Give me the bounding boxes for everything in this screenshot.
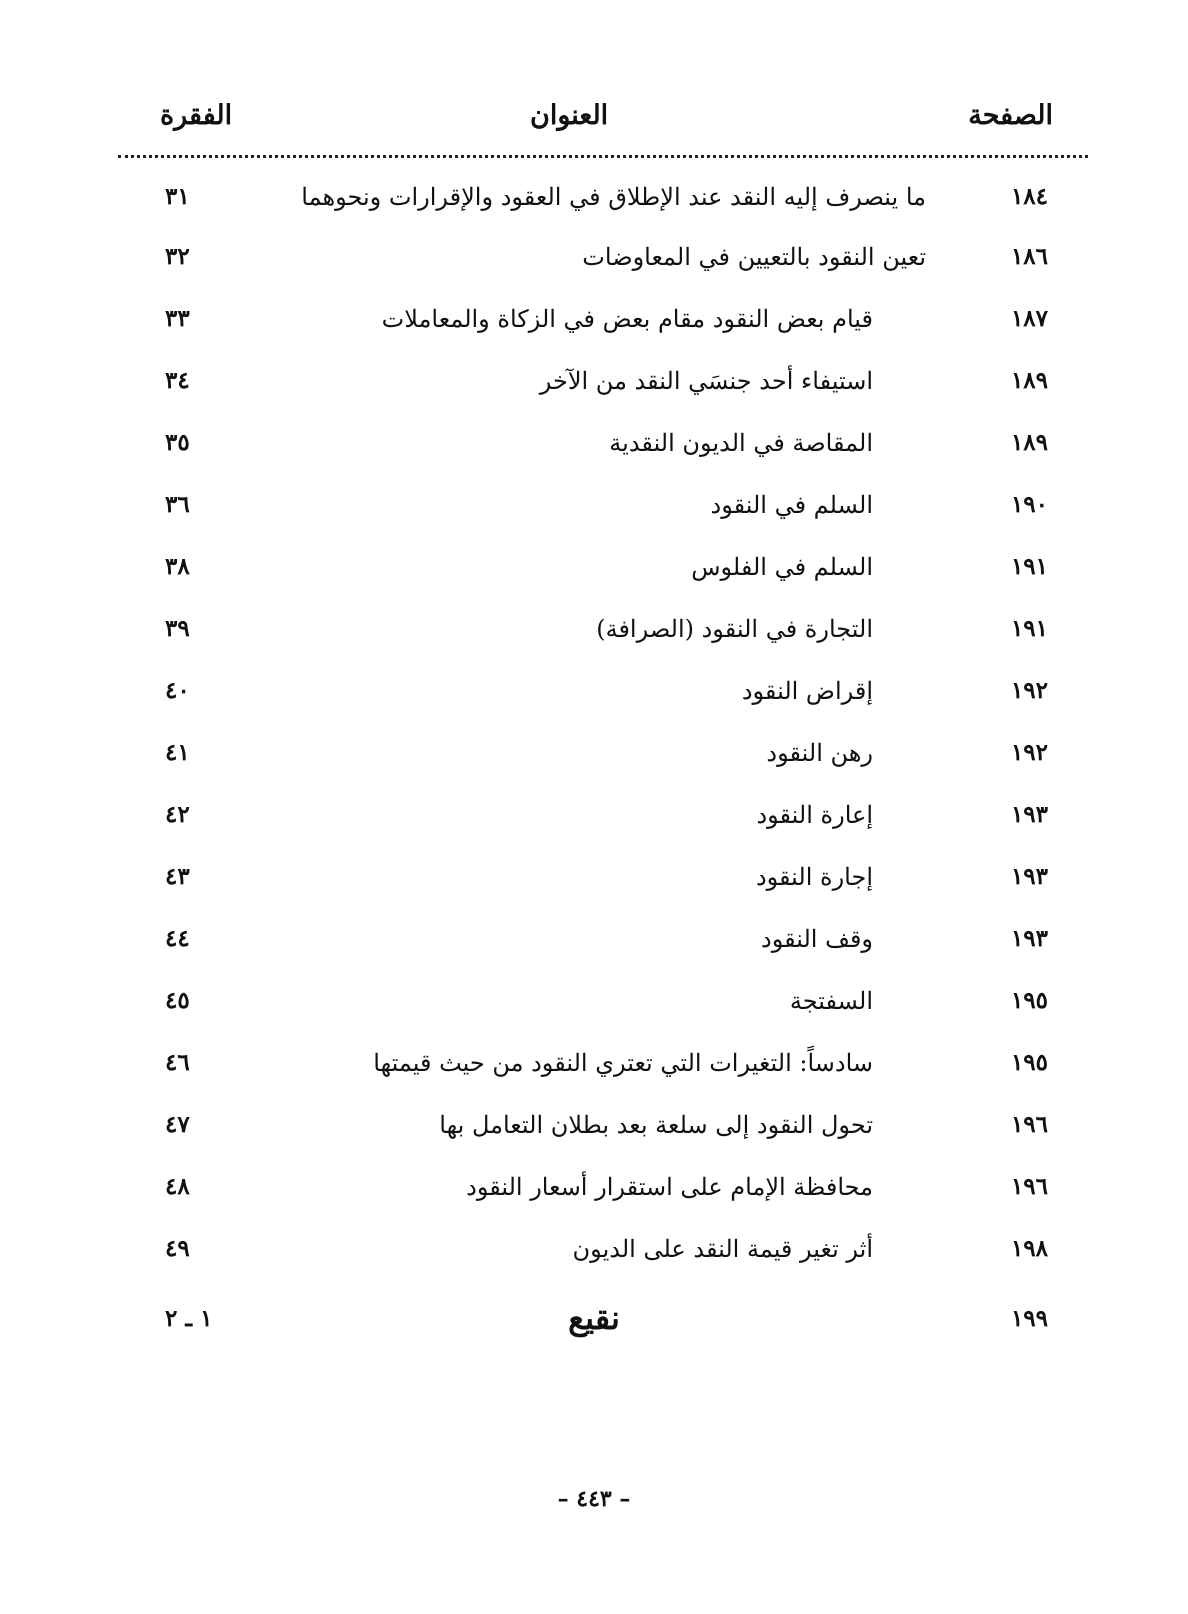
- index-row: [0, 1111, 1188, 1155]
- page-number: ١٩٣: [1010, 925, 1048, 952]
- entry-title: السلم في الفلوس: [691, 553, 873, 581]
- column-header-title: العنوان: [530, 100, 609, 131]
- entry-title: أثر تغير قيمة النقد على الديون: [572, 1235, 873, 1263]
- index-row: [0, 1235, 1188, 1279]
- page-number: ١٩٦: [1010, 1173, 1048, 1200]
- index-row: [0, 553, 1188, 597]
- paragraph-number: ٤٧: [165, 1111, 190, 1138]
- page-number: ١٩٠: [1010, 491, 1048, 518]
- page-number: ١٩١: [1010, 553, 1048, 580]
- entry-title: محافظة الإمام على استقرار أسعار النقود: [466, 1173, 873, 1201]
- index-row: [0, 1173, 1188, 1217]
- entry-title: إعارة النقود: [756, 801, 873, 829]
- paragraph-number: ١ ـ ٢: [165, 1305, 213, 1332]
- entry-title: ما ينصرف إليه النقد عند الإطلاق في العقود والإقرارات ونحوهما: [301, 183, 926, 211]
- index-row: [0, 987, 1188, 1031]
- page-number: ١٨٦: [1010, 243, 1048, 270]
- entry-title: استيفاء أحد جنسَي النقد من الآخر: [539, 367, 873, 395]
- paragraph-number: ٣٣: [165, 305, 190, 332]
- entry-title: التجارة في النقود (الصرافة): [596, 615, 873, 643]
- page-number: ١٩٣: [1010, 863, 1048, 890]
- paragraph-number: ٤١: [165, 739, 190, 766]
- page-number: ١٩١: [1010, 615, 1048, 642]
- page-number: ١٩٨: [1010, 1235, 1048, 1262]
- paragraph-number: ٤٨: [165, 1173, 190, 1200]
- index-row: [0, 491, 1188, 535]
- index-row: [0, 739, 1188, 783]
- entry-title: تعين النقود بالتعيين في المعاوضات: [582, 243, 926, 271]
- paragraph-number: ٤٥: [165, 987, 190, 1014]
- paragraph-number: ٣٨: [165, 553, 190, 580]
- entry-title: تحول النقود إلى سلعة بعد بطلان التعامل بها: [439, 1111, 873, 1139]
- paragraph-number: ٣٥: [165, 429, 190, 456]
- page-number: ١٨٤: [1010, 183, 1048, 210]
- entry-title: وقف النقود: [761, 925, 873, 953]
- page-number: ١٩٦: [1010, 1111, 1048, 1138]
- entry-title: إجارة النقود: [755, 863, 873, 891]
- index-row: [0, 367, 1188, 411]
- page-number: ١٩٣: [1010, 801, 1048, 828]
- index-row: [0, 677, 1188, 721]
- index-row: [0, 615, 1188, 659]
- paragraph-number: ٤٣: [165, 863, 190, 890]
- page-number: ١٩٩: [1010, 1305, 1048, 1332]
- entry-title: إقراض النقود: [741, 677, 873, 705]
- paragraph-number: ٤٤: [165, 925, 190, 952]
- entry-title: السفتجة: [789, 987, 873, 1015]
- entry-title: قيام بعض النقود مقام بعض في الزكاة والمعاملات: [381, 305, 873, 333]
- page-number: ١٨٩: [1010, 429, 1048, 456]
- paragraph-number: ٣٩: [165, 615, 190, 642]
- entry-title: سادساً: التغيرات التي تعتري النقود من حيث قيمتها: [373, 1049, 873, 1077]
- index-row: [0, 429, 1188, 473]
- page-number: ١٩٢: [1010, 677, 1048, 704]
- page-number: ١٩٥: [1010, 987, 1048, 1014]
- paragraph-number: ٤٩: [165, 1235, 190, 1262]
- index-row: [0, 1299, 1188, 1349]
- entry-title: رهن النقود: [766, 739, 873, 767]
- column-header-paragraph: الفقرة: [160, 100, 233, 131]
- page-number: ١٩٥: [1010, 1049, 1048, 1076]
- index-row: [0, 183, 1188, 227]
- paragraph-number: ٣٢: [165, 243, 190, 270]
- page-number: ١٩٢: [1010, 739, 1048, 766]
- page-number: ١٨٩: [1010, 367, 1048, 394]
- entry-title: السلم في النقود: [710, 491, 873, 519]
- paragraph-number: ٣٤: [165, 367, 190, 394]
- column-header-page: الصفحة: [968, 100, 1053, 131]
- index-row: [0, 863, 1188, 907]
- index-row: [0, 1049, 1188, 1093]
- paragraph-number: ٤٢: [165, 801, 190, 828]
- paragraph-number: ٤٠: [165, 677, 190, 704]
- section-title: نقيع: [568, 1299, 620, 1337]
- page-number: ١٨٧: [1010, 305, 1048, 332]
- entry-title: المقاصة في الديون النقدية: [609, 429, 873, 457]
- index-row: [0, 305, 1188, 349]
- paragraph-number: ٣٦: [165, 491, 190, 518]
- index-row: [0, 801, 1188, 845]
- index-row: [0, 243, 1188, 287]
- page-folio: – ٤٤٣ –: [557, 1486, 631, 1512]
- index-row: [0, 925, 1188, 969]
- paragraph-number: ٣١: [165, 183, 190, 210]
- paragraph-number: ٤٦: [165, 1049, 190, 1076]
- dotted-divider: [118, 155, 1088, 158]
